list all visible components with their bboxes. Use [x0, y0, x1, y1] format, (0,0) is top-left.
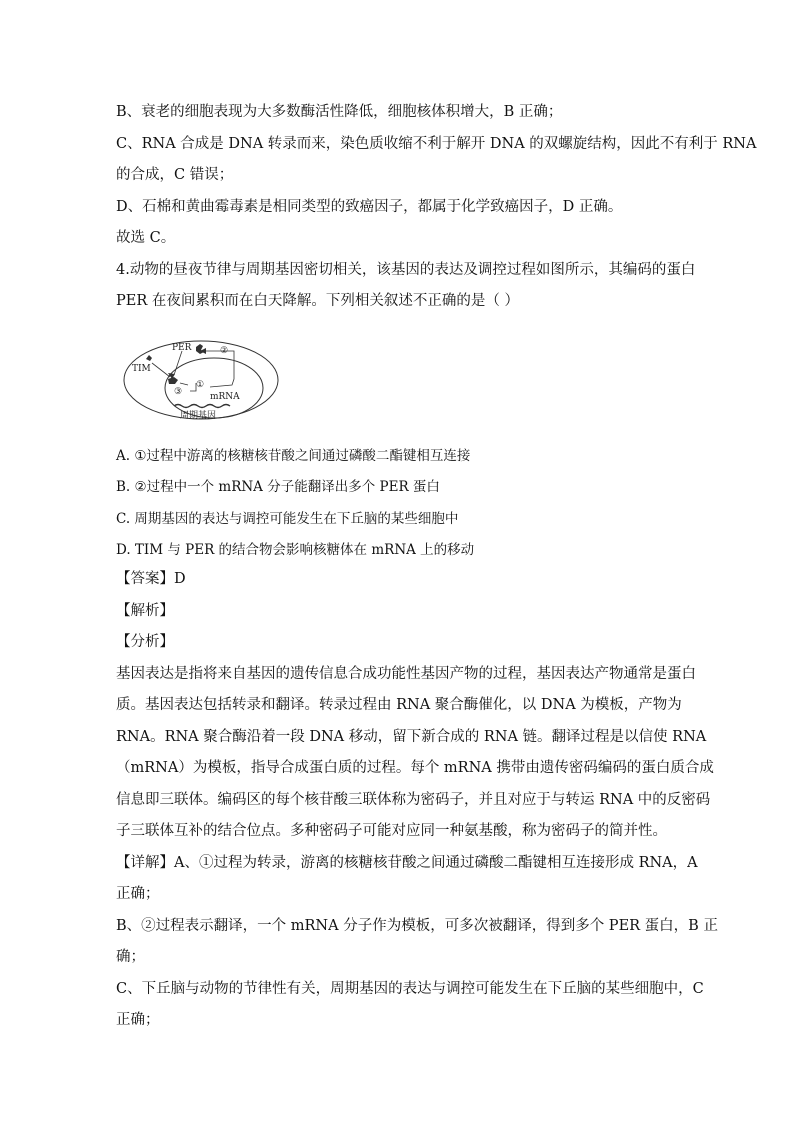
- detail-line: 【详解】A、①过程为转录，游离的核糖核苷酸之间通过磷酸二酯键相互连接形成 RNA，A: [116, 855, 698, 871]
- tim-protein-icon: [146, 355, 152, 361]
- option-c: C. 周期基因的表达与调控可能发生在下丘脑的某些细胞中: [116, 511, 459, 527]
- gene-regulation-diagram: [122, 339, 280, 421]
- analysis-line: 基因表达是指将来自基因的遗传信息合成功能性基因产物的过程，基因表达产物通常是蛋白: [116, 666, 696, 682]
- dna-strand: [174, 405, 230, 408]
- step2-label: ②: [220, 346, 229, 356]
- step1-label: ①: [196, 380, 205, 390]
- mrna-label: mRNA: [210, 392, 240, 402]
- analysis-line: 信息即三联体。编码区的每个核苷酸三联体称为密码子，并且对应于与转运 RNA 中的反密码: [116, 792, 711, 808]
- detail-line: B、②过程表示翻译，一个 mRNA 分子作为模板，可多次被翻译，得到多个 PER 蛋白，B 正: [116, 918, 718, 934]
- mrna-path: [210, 359, 234, 387]
- question-stem: 4.动物的昼夜节律与周期基因密切相关，该基因的表达及调控过程如图所示，其编码的蛋白: [116, 262, 696, 278]
- analysis-line: 质。基因表达包括转录和翻译。转录过程由 RNA 聚合酶催化，以 DNA 为模板，产物为: [116, 697, 682, 713]
- tim-label: TIM: [132, 364, 151, 374]
- analysis-line: RNA。RNA 聚合酶沿着一段 DNA 移动，留下新合成的 RNA 链。翻译过程是以信使 RNA: [116, 729, 707, 745]
- option-d: D. TIM 与 PER 的结合物会影响核糖体在 mRNA 上的移动: [116, 542, 475, 558]
- analysis-heading: 【解析】: [116, 603, 174, 619]
- option-a: A. ①过程中游离的核糖核苷酸之间通过磷酸二酯键相互连接: [116, 448, 471, 464]
- option-b: B. ②过程中一个 mRNA 分子能翻译出多个 PER 蛋白: [116, 479, 440, 495]
- text-line: 的合成，C 错误；: [116, 167, 234, 183]
- per-protein-icon: [196, 344, 204, 354]
- gene-label: 周期基因: [180, 411, 217, 421]
- detail-line: 确；: [116, 949, 145, 965]
- detail-line: 正确；: [116, 886, 160, 902]
- fenxi-heading: 【分析】: [116, 634, 174, 650]
- text-line: B、衰老的细胞表现为大多数酶活性降低，细胞核体积增大，B 正确；: [116, 104, 563, 120]
- step3-label: ③: [174, 387, 183, 397]
- text-line: 故选 C。: [116, 230, 176, 246]
- per-label: PER: [172, 343, 192, 353]
- detail-line: C、下丘脑与动物的节律性有关，周期基因的表达与调控可能发生在下丘脑的某些细胞中，C: [116, 981, 704, 997]
- question-stem: PER 在夜间累积而在白天降解。下列相关叙述不正确的是（ ）: [116, 293, 519, 309]
- text-line: D、石棉和黄曲霉毒素是相同类型的致癌因子，都属于化学致癌因子，D 正确。: [116, 199, 623, 215]
- text-line: C、RNA 合成是 DNA 转录而来，染色质收缩不利于解开 DNA 的双螺旋结构，因此不有利于 RNA: [116, 136, 757, 152]
- answer: 【答案】D: [116, 571, 186, 587]
- analysis-line: 子三联体互补的结合位点。多种密码子可能对应同一种氨基酸，称为密码子的简并性。: [116, 823, 667, 839]
- tim-per-complex-icon: [168, 377, 178, 384]
- analysis-line: （mRNA）为模板，指导合成蛋白质的过程。每个 mRNA 携带由遗传密码编码的蛋白质合成: [116, 760, 714, 776]
- detail-line: 正确；: [116, 1012, 160, 1028]
